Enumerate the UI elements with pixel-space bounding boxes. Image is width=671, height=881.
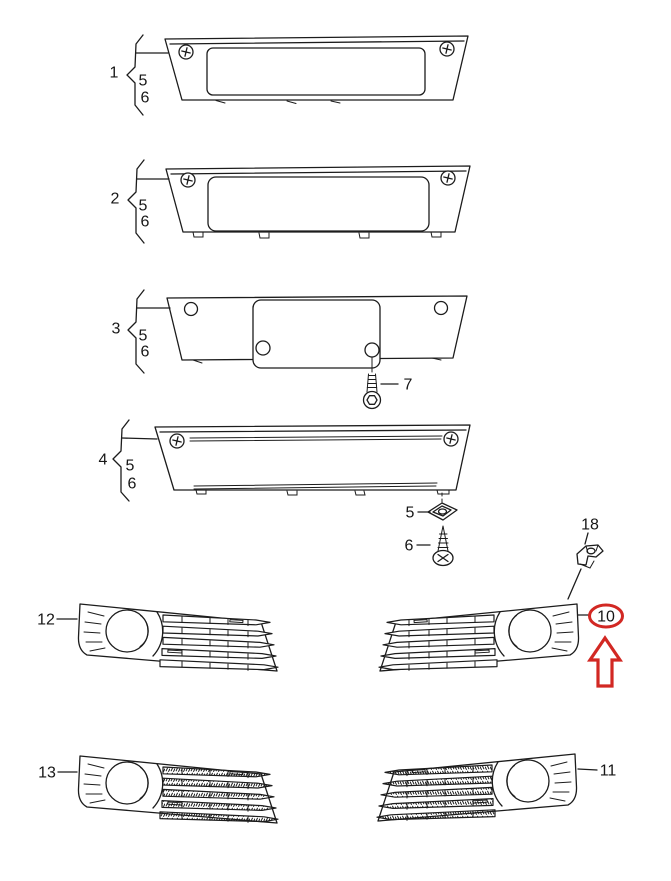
bottom-tabs [216,101,340,104]
part-label-13[interactable]: 13 [38,764,56,782]
leader-line [122,438,157,439]
part-label-4-sub6[interactable]: 6 [127,475,137,493]
bottom-tabs [196,490,449,495]
bottom-tabs [193,232,441,238]
leader-line [578,769,597,770]
bumper-grille-11-drawing [377,754,577,821]
part-label-1-sub6[interactable]: 6 [140,89,150,107]
bumper-grille-12-drawing [78,604,278,671]
bracket-outline [165,36,468,100]
phillips-screw-icon [441,171,455,185]
part-label-3[interactable]: 3 [111,320,121,338]
license-plate-bracket-1-drawing [165,36,468,104]
part-label-2-sub6[interactable]: 6 [140,213,150,231]
bracket-outline [155,425,470,490]
license-plate-bracket-4-drawing [155,425,470,495]
screw-thread [367,374,377,392]
phillips-screw-icon [181,173,195,187]
center-pad [253,300,380,368]
part-label-3-sub5[interactable]: 5 [138,327,148,345]
highlight-arrow-up-icon [590,638,620,686]
part-label-6[interactable]: 6 [404,537,414,555]
phillips-screw-icon [170,434,184,448]
highlighted-part-10[interactable] [590,605,623,686]
callout-group-2 [111,160,169,243]
callout-group-1 [110,35,168,115]
callout-group-4 [99,420,157,501]
part-label-2-sub5[interactable]: 5 [138,197,148,215]
bumper-grille-13-drawing [78,756,278,823]
part-label-4-sub5[interactable]: 5 [125,457,135,475]
phillips-screw-icon [444,432,458,446]
bumper-grille-10-drawing [379,604,579,671]
license-plate-bracket-3-drawing [167,296,467,368]
part-label-10[interactable]: 10 [597,608,615,626]
part-label-11[interactable]: 11 [599,762,617,780]
phillips-screw-icon [440,42,454,56]
screw-thread [438,526,448,551]
part-label-5[interactable]: 5 [405,504,415,522]
leader-line [568,569,581,599]
part-label-18[interactable]: 18 [581,516,599,534]
part-label-1-sub5[interactable]: 5 [138,72,148,90]
part-label-1[interactable]: 1 [109,64,119,82]
callout-group-3 [112,290,170,373]
license-plate-bracket-2-drawing [166,166,470,238]
label-line [585,533,588,544]
part-label-7[interactable]: 7 [403,376,413,394]
part-label-4[interactable]: 4 [98,451,108,469]
tapping-screw-6-drawing [405,526,453,566]
part-label-2[interactable]: 2 [110,190,120,208]
retaining-clip-18-drawing [568,517,603,600]
part-label-12[interactable]: 12 [37,611,55,629]
speed-nut-5-drawing [406,493,457,522]
phillips-screw-icon [179,45,193,59]
screw-head [364,392,381,409]
part-label-3-sub6[interactable]: 6 [140,343,150,361]
bracket-outline [166,166,470,232]
